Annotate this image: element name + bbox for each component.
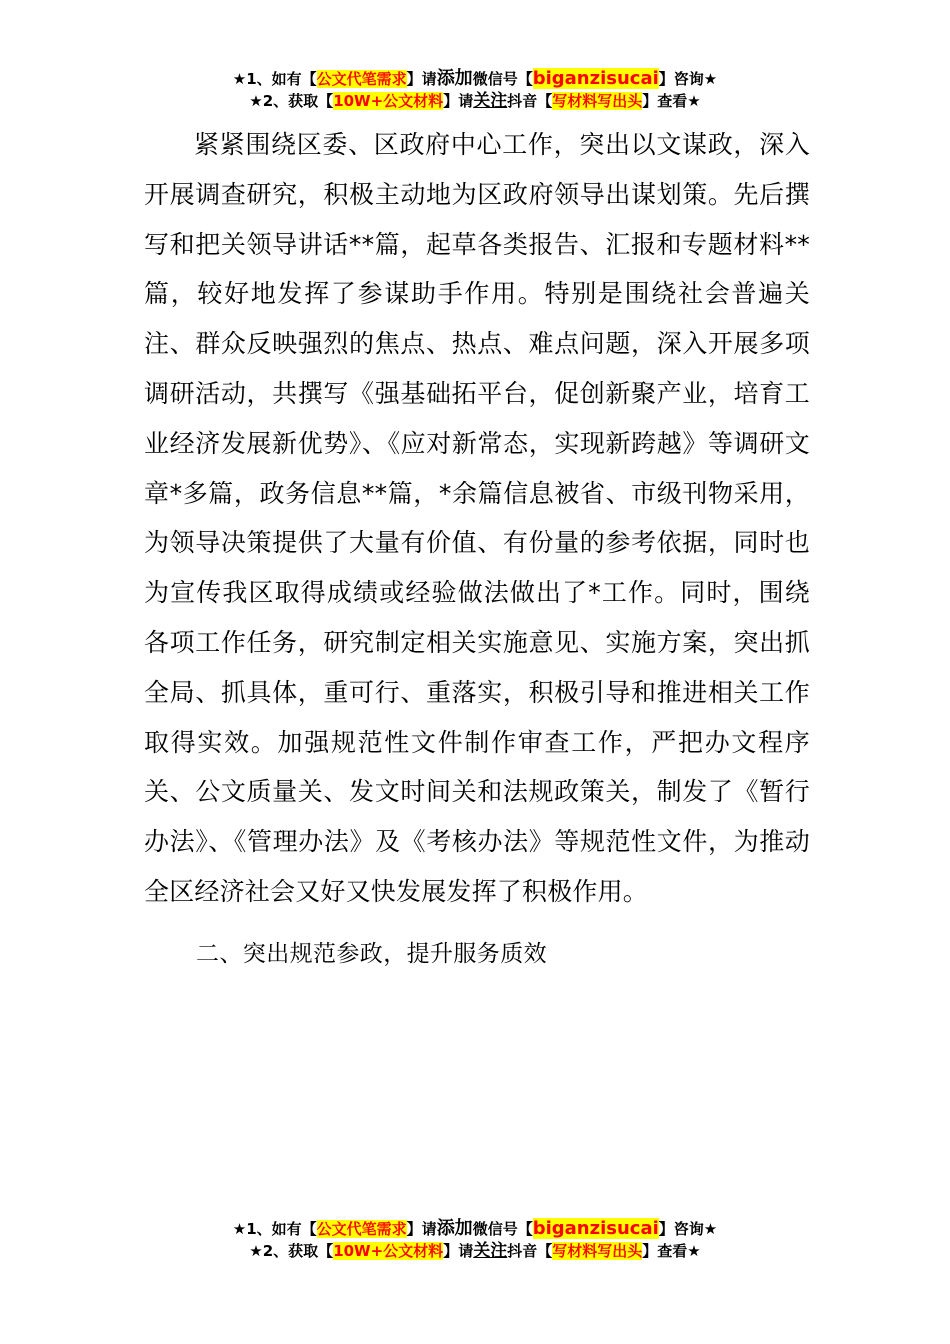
promo-highlight-service: 公文代笔需求 xyxy=(316,70,407,88)
promo-line-1-prefix: ★1、如有【 xyxy=(232,70,317,88)
footer-promo-line-1-text-2: 微信号【 xyxy=(472,1220,533,1238)
footer-promo-line-2-text-2: 抖音【 xyxy=(507,1242,553,1260)
footer-promo-highlight-douyin-account: 写材料写出头 xyxy=(552,1242,643,1260)
footer-promo-line-1-text: 】请 xyxy=(406,1220,437,1238)
footer-promo-line-1-prefix: ★1、如有【 xyxy=(232,1220,317,1238)
footer-promo-emphasis-follow: 关注 xyxy=(473,1241,508,1261)
promo-emphasis-follow: 关注 xyxy=(473,91,508,111)
promo-emphasis-add: 添加 xyxy=(436,68,473,89)
footer-promo-line-2-prefix: ★2、获取【 xyxy=(249,1242,334,1260)
promo-highlight-douyin-account: 写材料写出头 xyxy=(552,92,643,110)
promo-highlight-wechat-id: biganzisucai xyxy=(532,68,659,89)
promo-line-2 xyxy=(0,90,950,112)
promo-highlight-materials: 10W+公文材料 xyxy=(333,92,444,110)
footer-promo-line-2 xyxy=(0,1240,950,1262)
header-promo-banner xyxy=(0,68,950,112)
footer-promo-line-2-suffix: 】查看★ xyxy=(642,1242,701,1260)
footer-promo-highlight-materials: 10W+公文材料 xyxy=(333,1242,444,1260)
promo-line-2-suffix: 】查看★ xyxy=(642,92,701,110)
footer-promo-line-1 xyxy=(0,1218,950,1240)
promo-line-1-text-2: 微信号【 xyxy=(472,70,533,88)
promo-line-1-suffix: 】咨询★ xyxy=(658,70,718,88)
footer-promo-highlight-service: 公文代笔需求 xyxy=(316,1220,407,1238)
footer-promo-line-2-text: 】请 xyxy=(443,1242,474,1260)
footer-promo-highlight-wechat-id: biganzisucai xyxy=(532,1218,659,1239)
footer-promo-line-1-suffix: 】咨询★ xyxy=(658,1220,718,1238)
promo-line-2-text: 】请 xyxy=(443,92,474,110)
document-body xyxy=(144,120,810,971)
promo-line-1 xyxy=(0,68,950,90)
footer-promo-banner xyxy=(0,1218,950,1262)
body-paragraph: 紧紧围绕区委、区政府中心工作，突出以文谋政，深入开展调查研究，积极主动地为区政府领导出谋划策。先后撰写和把关领导讲话**篇，起草各类报告、汇报和专题材料**篇，较好地发挥了参谋助手作用。特别是围绕社会普遍关注、群众反映强烈的焦点、热点、难点问题，深入开展多项调研活动，共撰写《强基础拓平台，促创新聚产业，培育工业经济发展新优势》、《应对新常态，实现新跨越》等调研文章*多篇，政务信息**篇，*余篇信息被省、市级刊物采用，为领导决策提供了大量有价值、有份量的参考依据，同时也为宣传我区取得成绩或经验做法做出了*工作。同时，围绕各项工作任务，研究制定相关实施意见、实施方案，突出抓全局、抓具体，重可行、重落实，积极引导和推进相关工作取得实效。加强规范性文件制作审查工作，严把办文程序关、公文质量关、发文时间关和法规政策关，制发了《暂行办法》、《管理办法》及《考核办法》等规范性文件，为推动全区经济社会又好又快发展发挥了积极作用。 xyxy=(144,130,810,906)
promo-line-1-text: 】请 xyxy=(406,70,437,88)
promo-line-2-text-2: 抖音【 xyxy=(507,92,553,110)
section-heading: 二、突出规范参政，提升服务质效 xyxy=(196,940,547,967)
footer-promo-emphasis-add: 添加 xyxy=(436,1218,473,1239)
promo-line-2-prefix: ★2、获取【 xyxy=(249,92,334,110)
